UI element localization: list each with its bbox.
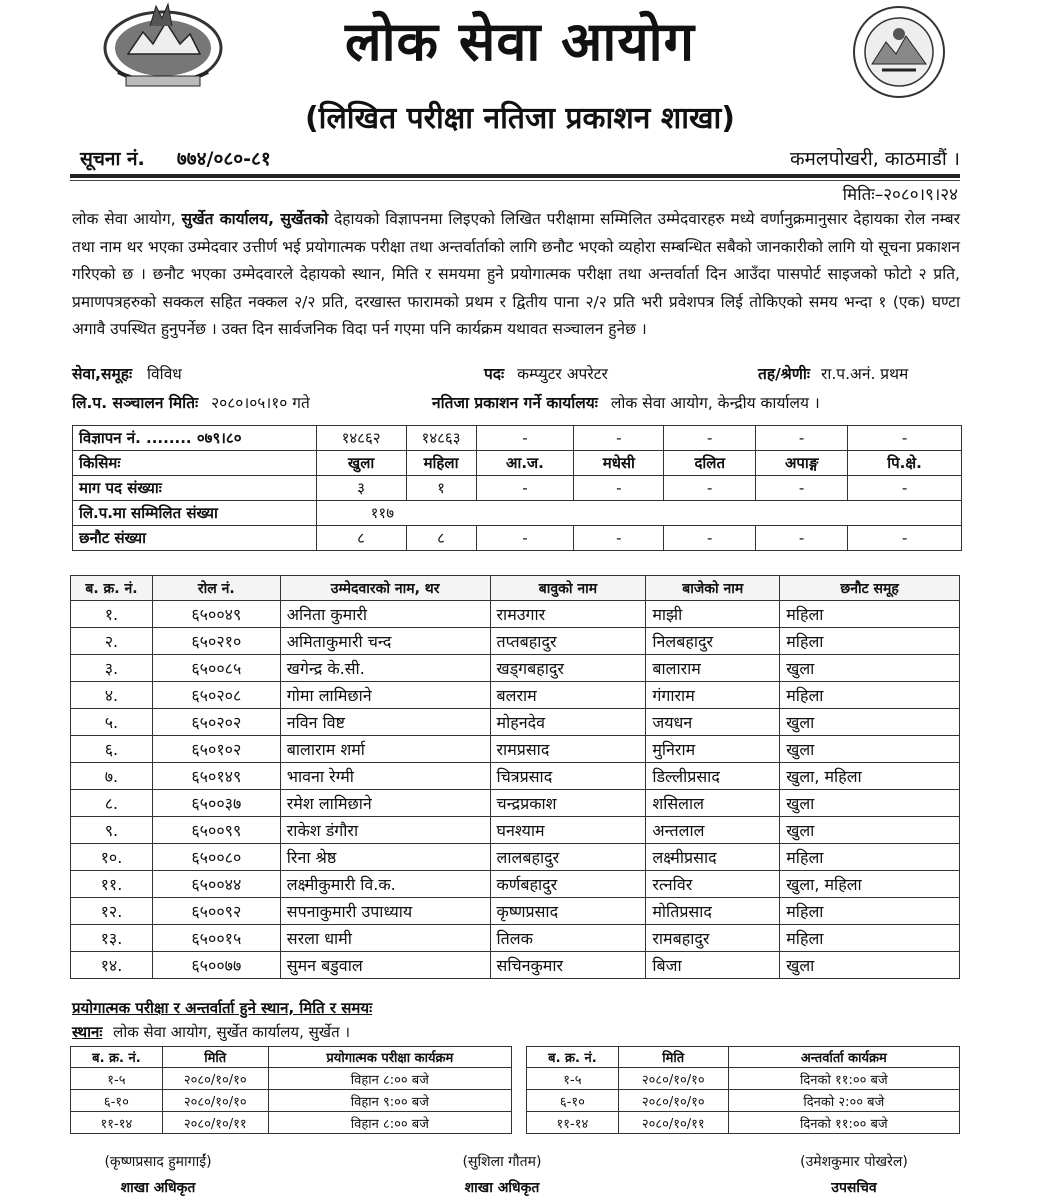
table-cell: ६५०१४९ bbox=[152, 763, 280, 790]
table-cell: रामबहादुर bbox=[646, 925, 780, 952]
selected-cell: - bbox=[664, 526, 756, 551]
demand-cell: - bbox=[476, 476, 574, 501]
table-cell: रामप्रसाद bbox=[490, 736, 646, 763]
table-cell: महिला bbox=[780, 682, 960, 709]
vacancy-row-attended bbox=[73, 501, 962, 526]
table-cell: खगेन्द्र के.सी. bbox=[280, 655, 490, 682]
table-cell: २०८०/१०/१० bbox=[618, 1090, 728, 1112]
table-cell: बालाराम bbox=[646, 655, 780, 682]
candidates-body bbox=[71, 601, 960, 979]
schedule-heading: प्रयोगात्मक परीक्षा र अन्तर्वार्ता हुने स्थान, मिति र समयः bbox=[72, 999, 373, 1017]
selected-cell: - bbox=[476, 526, 574, 551]
notice-label: सूचना नं. bbox=[80, 148, 145, 170]
col-header: बाजेको नाम bbox=[646, 576, 780, 601]
type-cell: दलित bbox=[664, 451, 756, 476]
table-cell: जयधन bbox=[646, 709, 780, 736]
adv-no: - bbox=[756, 426, 848, 451]
table-row bbox=[527, 1090, 960, 1112]
intro-text-2: देहायको विज्ञापनमा लिइएको लिखित परीक्षामा सम्मिलित उम्मेदवारहरु मध्ये वर्णानुक्रमानुसार देहायका रोल नम्बर तथा नाम थर भएका उम्मेदवार उत्तीर्ण भई प्रयोगात्मक परीक्षा तथा अन्तर्वार्ताको लागि छनौट भएको व्यहोरा सम्बन्धित सबैको जानकारीको लागि यो सूचना प्रकाशन गरिएको छ । छनौट भएका उम्मेदवारले देहायको स्थान, मिति र समयमा हुने प्रयोगात्मक परीक्षा तथा अन्तर्वार्ता दिन आउँदा पासपोर्ट साइजको फोटो २ प्रति, प्रमाणपत्रहरुको सक्कल सहित नक्कल २/२ प्रति, दरखास्त फारामको प्रथम र द्वितीय पाना २/२ प्रति भरी प्रवेशपत्र लिई तोकिएको समय भन्दा १ (एक) घण्टा अगावै उपस्थित हुनुपर्नेछ । उक्त दिन सार्वजनिक विदा पर्न गएमा पनि कार्यक्रम यथावत सञ्चालन हुनेछ । bbox=[72, 210, 960, 338]
selected-cell: ८ bbox=[406, 526, 476, 551]
table-cell: महिला bbox=[780, 844, 960, 871]
col-header: मिति bbox=[162, 1047, 268, 1068]
selected-cell: - bbox=[756, 526, 848, 551]
table-cell: २०८०/१०/११ bbox=[618, 1112, 728, 1134]
signature-name: (सुशिला गौतम) bbox=[462, 1154, 542, 1170]
demand-cell: ३ bbox=[316, 476, 406, 501]
table-row bbox=[71, 790, 960, 817]
table-row bbox=[71, 817, 960, 844]
notice-number: ७७४/०८०-८१ bbox=[176, 148, 271, 170]
table-cell: १२. bbox=[71, 898, 153, 925]
vacancy-row-demand bbox=[73, 476, 962, 501]
schedule-place bbox=[72, 1022, 350, 1042]
table-cell: अनिता कुमारी bbox=[280, 601, 490, 628]
exam-date bbox=[72, 391, 310, 413]
table-cell: खुला bbox=[780, 790, 960, 817]
table-cell: गोमा लामिछाने bbox=[280, 682, 490, 709]
attended-label: लि.प.मा सम्मिलित संख्या bbox=[73, 501, 317, 526]
table-cell: ४. bbox=[71, 682, 153, 709]
col-header: ब. क्र. नं. bbox=[71, 576, 153, 601]
table-cell: रत्नविर bbox=[646, 871, 780, 898]
table-cell: चित्रप्रसाद bbox=[490, 763, 646, 790]
table-cell: लक्ष्मीप्रसाद bbox=[646, 844, 780, 871]
table-cell: ११-१४ bbox=[71, 1112, 163, 1134]
table-cell: ११-१४ bbox=[527, 1112, 619, 1134]
table-cell: ७. bbox=[71, 763, 153, 790]
table-cell: विहान ८:०० बजे bbox=[268, 1068, 511, 1090]
table-cell: लालबहादुर bbox=[490, 844, 646, 871]
table-row bbox=[71, 1090, 512, 1112]
table-cell: ६५००७७ bbox=[152, 952, 280, 979]
table-cell: रमेश लामिछाने bbox=[280, 790, 490, 817]
table-row bbox=[71, 736, 960, 763]
page-subtitle: (लिखित परीक्षा नतिजा प्रकाशन शाखा) bbox=[304, 101, 736, 136]
table-cell: बालाराम शर्मा bbox=[280, 736, 490, 763]
table-cell: ३. bbox=[71, 655, 153, 682]
selected-cell: - bbox=[848, 526, 962, 551]
col-header: अन्तर्वार्ता कार्यक्रम bbox=[728, 1047, 959, 1068]
type-cell: आ.ज. bbox=[476, 451, 574, 476]
table-cell: राकेश डंगौरा bbox=[280, 817, 490, 844]
service-value: विविध bbox=[147, 365, 182, 383]
publishing-office bbox=[432, 391, 820, 413]
intro-text-1: लोक सेवा आयोग, bbox=[72, 210, 182, 228]
table-cell: १३. bbox=[71, 925, 153, 952]
table-cell: महिला bbox=[780, 628, 960, 655]
table-row bbox=[71, 898, 960, 925]
adv-no: १४८६२ bbox=[316, 426, 406, 451]
office-value: लोक सेवा आयोग, केन्द्रीय कार्यालय । bbox=[610, 394, 820, 412]
table-cell: २०८०/१०/११ bbox=[162, 1112, 268, 1134]
vacancy-table bbox=[72, 425, 962, 551]
level-label: तह/श्रेणीः bbox=[758, 365, 811, 383]
table-cell: दिनको ११:०० बजे bbox=[728, 1112, 959, 1134]
table-cell: ६५००४४ bbox=[152, 871, 280, 898]
table-cell: १-५ bbox=[527, 1068, 619, 1090]
table-cell: १-५ bbox=[71, 1068, 163, 1090]
table-cell: २०८०/१०/१० bbox=[162, 1068, 268, 1090]
type-cell: मधेसी bbox=[574, 451, 664, 476]
table-cell: अमिताकुमारी चन्द bbox=[280, 628, 490, 655]
table-cell: निलबहादुर bbox=[646, 628, 780, 655]
table-cell: कृष्णप्रसाद bbox=[490, 898, 646, 925]
type-label: किसिमः bbox=[73, 451, 317, 476]
type-cell: खुला bbox=[316, 451, 406, 476]
table-cell: दिनको २:०० बजे bbox=[728, 1090, 959, 1112]
table-row bbox=[527, 1068, 960, 1090]
level bbox=[758, 362, 908, 384]
table-cell: डिल्लीप्रसाद bbox=[646, 763, 780, 790]
practical-schedule-table bbox=[70, 1046, 512, 1134]
office-location: कमलपोखरी, काठमाडौं । bbox=[789, 148, 960, 170]
post-label: पदः bbox=[484, 365, 505, 383]
table-cell: तिलक bbox=[490, 925, 646, 952]
service-label: सेवा,समूहः bbox=[72, 365, 133, 383]
col-header: बावुको नाम bbox=[490, 576, 646, 601]
demand-label: माग पद संख्याः bbox=[73, 476, 317, 501]
table-cell: महिला bbox=[780, 898, 960, 925]
demand-cell: - bbox=[756, 476, 848, 501]
table-row bbox=[71, 628, 960, 655]
table-cell: कर्णबहादुर bbox=[490, 871, 646, 898]
notice-line bbox=[80, 145, 960, 171]
signature-title: शाखा अधिकृत bbox=[464, 1180, 540, 1196]
divider-thick bbox=[70, 174, 960, 178]
col-header: प्रयोगात्मक परीक्षा कार्यक्रम bbox=[268, 1047, 511, 1068]
type-cell: महिला bbox=[406, 451, 476, 476]
table-row bbox=[71, 655, 960, 682]
table-cell: विहान ९:०० बजे bbox=[268, 1090, 511, 1112]
post-value: कम्प्युटर अपरेटर bbox=[517, 365, 608, 383]
table-cell: मुनिराम bbox=[646, 736, 780, 763]
table-cell: खुला bbox=[780, 952, 960, 979]
demand-cell: १ bbox=[406, 476, 476, 501]
interview-header-row bbox=[527, 1047, 960, 1068]
table-row bbox=[71, 1112, 512, 1134]
table-cell: १. bbox=[71, 601, 153, 628]
table-cell: घनश्याम bbox=[490, 817, 646, 844]
table-cell: अन्तलाल bbox=[646, 817, 780, 844]
notice-date: मितिः–२०८०।९।२४ bbox=[842, 185, 958, 205]
table-cell: तप्तबहादुर bbox=[490, 628, 646, 655]
table-row bbox=[71, 763, 960, 790]
table-cell: लक्ष्मीकुमारी वि.क. bbox=[280, 871, 490, 898]
table-cell: २. bbox=[71, 628, 153, 655]
table-cell: ८. bbox=[71, 790, 153, 817]
table-cell: गंगाराम bbox=[646, 682, 780, 709]
level-value: रा.प.अनं. प्रथम bbox=[821, 365, 909, 383]
table-cell: खुला bbox=[780, 709, 960, 736]
vacancy-row-selected bbox=[73, 526, 962, 551]
adv-no: - bbox=[848, 426, 962, 451]
col-header: उम्मेदवारको नाम, थर bbox=[280, 576, 490, 601]
table-cell: ६५०२१० bbox=[152, 628, 280, 655]
table-row bbox=[71, 952, 960, 979]
table-cell: १०. bbox=[71, 844, 153, 871]
type-cell: अपाङ्ग bbox=[756, 451, 848, 476]
table-row bbox=[527, 1112, 960, 1134]
candidates-header-row bbox=[71, 576, 960, 601]
service-group bbox=[72, 362, 182, 384]
table-cell: ६५००३७ bbox=[152, 790, 280, 817]
table-row bbox=[71, 871, 960, 898]
demand-cell: - bbox=[574, 476, 664, 501]
table-cell: १४. bbox=[71, 952, 153, 979]
interview-schedule-table bbox=[526, 1046, 960, 1134]
table-cell: सपनाकुमारी उपाध्याय bbox=[280, 898, 490, 925]
table-cell: रामउगार bbox=[490, 601, 646, 628]
table-cell: बलराम bbox=[490, 682, 646, 709]
table-cell: माझी bbox=[646, 601, 780, 628]
table-cell: ६-१० bbox=[71, 1090, 163, 1112]
attended-count: ११७ bbox=[316, 501, 961, 526]
table-row bbox=[71, 682, 960, 709]
col-header: छनौट समूह bbox=[780, 576, 960, 601]
candidates-table bbox=[70, 575, 960, 979]
table-cell: खड्गबहादुर bbox=[490, 655, 646, 682]
table-cell: रिना श्रेष्ठ bbox=[280, 844, 490, 871]
table-cell: ६५००८५ bbox=[152, 655, 280, 682]
table-cell: ६५००९२ bbox=[152, 898, 280, 925]
adv-label: विज्ञापन नं. ........ ०७९।८० bbox=[73, 426, 317, 451]
exam-date-value: २०८०।०५।१० गते bbox=[211, 394, 310, 412]
table-cell: खुला bbox=[780, 655, 960, 682]
table-cell: ६-१० bbox=[527, 1090, 619, 1112]
selected-cell: - bbox=[574, 526, 664, 551]
demand-cell: - bbox=[664, 476, 756, 501]
table-cell: विहान ८:०० बजे bbox=[268, 1112, 511, 1134]
table-row bbox=[71, 601, 960, 628]
table-cell: ६. bbox=[71, 736, 153, 763]
table-cell: नविन विष्ट bbox=[280, 709, 490, 736]
signature-title: शाखा अधिकृत bbox=[120, 1180, 196, 1196]
intro-office-bold: सुर्खेत कार्यालय, सुर्खेतको bbox=[181, 210, 329, 228]
selected-label: छनौट संख्या bbox=[73, 526, 317, 551]
table-cell: बिजा bbox=[646, 952, 780, 979]
table-cell: खुला bbox=[780, 736, 960, 763]
table-cell: खुला, महिला bbox=[780, 763, 960, 790]
post bbox=[484, 362, 608, 384]
table-row bbox=[71, 844, 960, 871]
adv-no: १४८६३ bbox=[406, 426, 476, 451]
demand-cell: - bbox=[848, 476, 962, 501]
place-value: लोक सेवा आयोग, सुर्खेत कार्यालय, सुर्खेत । bbox=[113, 1023, 351, 1041]
table-cell: ९. bbox=[71, 817, 153, 844]
table-cell: सचिनकुमार bbox=[490, 952, 646, 979]
table-cell: भावना रेग्मी bbox=[280, 763, 490, 790]
table-cell: मोहनदेव bbox=[490, 709, 646, 736]
adv-no: - bbox=[574, 426, 664, 451]
place-label: स्थानः bbox=[72, 1023, 103, 1041]
table-cell: खुला bbox=[780, 817, 960, 844]
divider-thin bbox=[70, 180, 960, 181]
col-header: रोल नं. bbox=[152, 576, 280, 601]
practical-header-row bbox=[71, 1047, 512, 1068]
table-cell: मोतिप्रसाद bbox=[646, 898, 780, 925]
table-row bbox=[71, 1068, 512, 1090]
table-cell: महिला bbox=[780, 601, 960, 628]
practical-body bbox=[71, 1068, 512, 1134]
notice-paragraph bbox=[72, 206, 960, 344]
table-cell: २०८०/१०/१० bbox=[618, 1068, 728, 1090]
table-cell: खुला, महिला bbox=[780, 871, 960, 898]
table-row bbox=[71, 709, 960, 736]
table-cell: शसिलाल bbox=[646, 790, 780, 817]
exam-date-label: लि.प. सञ्चालन मितिः bbox=[72, 394, 199, 412]
adv-no: - bbox=[476, 426, 574, 451]
table-row bbox=[71, 925, 960, 952]
table-cell: चन्द्रप्रकाश bbox=[490, 790, 646, 817]
table-cell: ६५००९९ bbox=[152, 817, 280, 844]
table-cell: २०८०/१०/१० bbox=[162, 1090, 268, 1112]
adv-no: - bbox=[664, 426, 756, 451]
table-cell: ५. bbox=[71, 709, 153, 736]
interview-body bbox=[527, 1068, 960, 1134]
signature-name: (कृष्णप्रसाद हुमागाईं) bbox=[104, 1154, 212, 1170]
table-cell: सरला धामी bbox=[280, 925, 490, 952]
col-header: मिति bbox=[618, 1047, 728, 1068]
table-cell: ११. bbox=[71, 871, 153, 898]
office-label: नतिजा प्रकाशन गर्ने कार्यालयः bbox=[432, 394, 598, 412]
table-cell: ६५००४९ bbox=[152, 601, 280, 628]
signature-name: (उमेशकुमार पोखरेल) bbox=[800, 1154, 908, 1170]
table-cell: ६५०१०२ bbox=[152, 736, 280, 763]
col-header: ब. क्र. नं. bbox=[527, 1047, 619, 1068]
table-cell: दिनको ११:०० बजे bbox=[728, 1068, 959, 1090]
page-title: लोक सेवा आयोग bbox=[344, 10, 696, 73]
selected-cell: ८ bbox=[316, 526, 406, 551]
table-cell: ६५०२०८ bbox=[152, 682, 280, 709]
vacancy-row-adv bbox=[73, 426, 962, 451]
type-cell: पि.क्षे. bbox=[848, 451, 962, 476]
table-cell: ६५००८० bbox=[152, 844, 280, 871]
col-header: ब. क्र. नं. bbox=[71, 1047, 163, 1068]
signature-title: उपसचिव bbox=[831, 1180, 877, 1196]
vacancy-row-type bbox=[73, 451, 962, 476]
table-cell: ६५००१५ bbox=[152, 925, 280, 952]
table-cell: ६५०२०२ bbox=[152, 709, 280, 736]
table-cell: महिला bbox=[780, 925, 960, 952]
table-cell: सुमन बडुवाल bbox=[280, 952, 490, 979]
